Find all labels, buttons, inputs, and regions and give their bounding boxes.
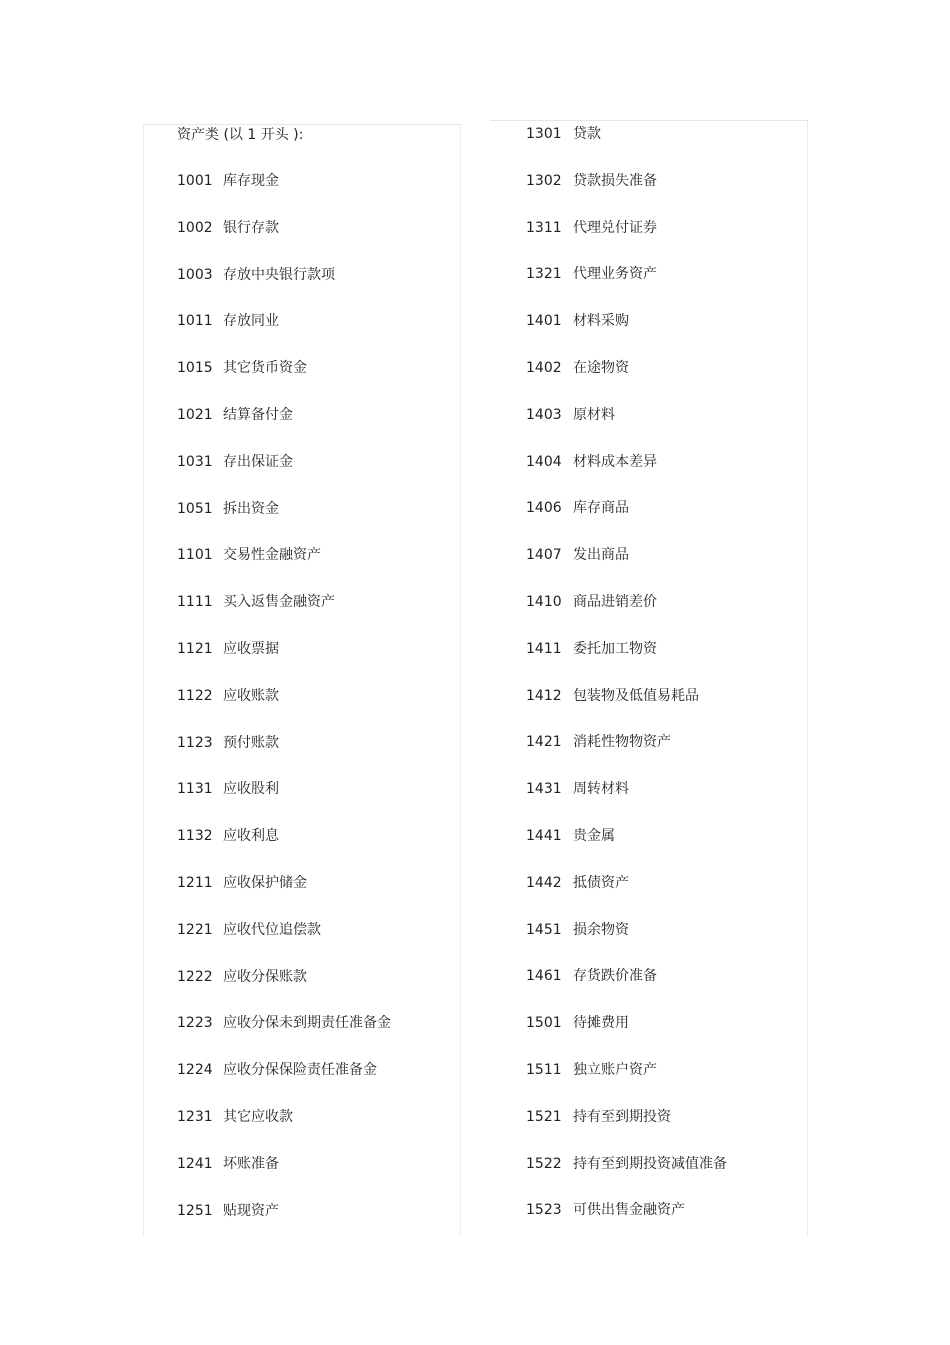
account-row: [526, 405, 615, 425]
account-name: 应收账款: [223, 687, 279, 704]
account-code: 1301: [526, 126, 562, 142]
account-code: 1021: [177, 407, 213, 423]
account-name: 拆出资金: [223, 500, 279, 517]
account-code: 1521: [526, 1108, 562, 1125]
account-code: 1211: [177, 875, 213, 891]
account-code: 1221: [177, 921, 213, 938]
account-row: [526, 873, 629, 893]
account-name: 应收票据: [223, 641, 279, 657]
account-code: 1511: [526, 1062, 562, 1078]
account-name: 损余物资: [573, 921, 629, 938]
account-code: 1002: [177, 219, 213, 236]
account-row: [177, 826, 279, 846]
account-code: 1412: [526, 687, 562, 704]
account-name: 抵债资产: [573, 874, 629, 891]
account-code: 1132: [177, 828, 213, 845]
account-row: [526, 452, 657, 472]
account-name: 存放中央银行款项: [223, 266, 335, 283]
account-code: 1403: [526, 406, 562, 423]
account-name: 银行存款: [223, 219, 279, 236]
account-row: [526, 1200, 685, 1220]
account-name: 包装物及低值易耗品: [573, 687, 699, 704]
account-code: 1442: [526, 874, 562, 891]
account-name: 结算备付金: [223, 407, 293, 423]
account-name: 材料采购: [573, 313, 629, 330]
account-name: 交易性金融资产: [223, 547, 321, 564]
account-row: [526, 920, 629, 940]
account-name: 消耗性物物资产: [573, 734, 671, 751]
account-row: [526, 779, 629, 799]
account-name: 贷款: [573, 126, 601, 142]
account-name: 商品进销差价: [573, 594, 657, 610]
account-name: 存放同业: [223, 313, 279, 330]
account-code: 1001: [177, 173, 213, 189]
account-row: [526, 1154, 727, 1174]
account-name: 可供出售金融资产: [573, 1202, 685, 1219]
account-row: [526, 826, 615, 846]
account-row: [177, 639, 279, 659]
account-row: [526, 1060, 657, 1080]
account-code: 1401: [526, 313, 562, 330]
account-code: 1251: [177, 1202, 213, 1219]
account-code: 1461: [526, 968, 562, 985]
account-code: 1111: [177, 594, 213, 611]
account-name: 应收利息: [223, 828, 279, 845]
account-row: [526, 1107, 671, 1127]
account-row: [177, 920, 321, 940]
account-code: 1015: [177, 360, 213, 377]
account-row: [177, 1060, 377, 1080]
account-name: 存出保证金: [223, 453, 293, 470]
account-row: [526, 639, 657, 659]
account-code: 1451: [526, 921, 562, 938]
account-name: 代理业务资产: [573, 266, 657, 283]
account-row: [177, 218, 279, 238]
account-code: 1321: [526, 266, 562, 283]
account-name: 代理兑付证券: [573, 219, 657, 236]
account-code: 1421: [526, 734, 562, 751]
account-row: [526, 732, 671, 752]
account-row: [526, 358, 629, 378]
account-name: 贵金属: [573, 828, 615, 844]
account-row: [177, 265, 335, 285]
account-code: 1501: [526, 1015, 562, 1032]
account-code: 1241: [177, 1155, 213, 1172]
account-name: 发出商品: [573, 547, 629, 564]
account-code: 1123: [177, 734, 213, 751]
account-row: [526, 264, 657, 284]
account-name: 应收分保保险责任准备金: [223, 1062, 377, 1079]
account-name: 委托加工物资: [573, 640, 657, 657]
account-name: 应收股利: [223, 781, 279, 798]
account-code: 1101: [177, 547, 213, 564]
account-name: 贴现资产: [223, 1202, 279, 1219]
account-row: [177, 1154, 279, 1174]
account-code: 1224: [177, 1062, 213, 1079]
account-row: [177, 1107, 293, 1127]
account-row: [177, 1201, 279, 1221]
account-row: [526, 686, 699, 706]
account-code: 1003: [177, 266, 213, 283]
account-code: 1411: [526, 640, 562, 657]
account-row: [526, 311, 629, 331]
section-heading: 资产类 (以 1 开头 ):: [177, 127, 304, 143]
account-code: 1222: [177, 968, 213, 985]
account-code: 1231: [177, 1109, 213, 1125]
account-row: [177, 405, 293, 425]
account-code: 1131: [177, 781, 213, 798]
account-name: 周转材料: [573, 781, 629, 798]
account-name: 原材料: [573, 406, 615, 423]
account-code: 1406: [526, 500, 562, 517]
account-name: 其它货币资金: [223, 360, 307, 377]
account-row: [177, 873, 307, 893]
account-row: [177, 311, 279, 331]
account-name: 坏账准备: [223, 1155, 279, 1172]
account-name: 库存商品: [573, 500, 629, 517]
account-row: [526, 171, 657, 191]
account-name: 持有至到期投资减值准备: [573, 1155, 727, 1172]
account-row: [177, 499, 279, 519]
account-code: 1031: [177, 453, 213, 470]
account-code: 1523: [526, 1202, 562, 1219]
account-row: [526, 1013, 629, 1033]
account-row: [177, 592, 335, 612]
account-row: [526, 498, 629, 518]
account-code: 1404: [526, 453, 562, 470]
account-name: 其它应收款: [223, 1109, 293, 1125]
account-row: [177, 1013, 391, 1033]
account-row: [177, 779, 279, 799]
account-name: 预付账款: [223, 734, 279, 751]
account-code: 1311: [526, 219, 562, 236]
account-row: [177, 967, 307, 987]
account-name: 在途物资: [573, 360, 629, 376]
account-row: [526, 218, 657, 238]
account-name: 应收分保未到期责任准备金: [223, 1015, 391, 1032]
account-row: [526, 966, 657, 986]
account-row: [177, 358, 307, 378]
account-code: 1522: [526, 1155, 562, 1172]
account-code: 1402: [526, 360, 562, 376]
account-row: [177, 452, 293, 472]
account-name: 存货跌价准备: [573, 968, 657, 985]
account-name: 材料成本差异: [573, 453, 657, 470]
account-code: 1441: [526, 828, 562, 844]
account-row: [177, 686, 279, 706]
account-row: [177, 733, 279, 753]
account-name: 应收保护储金: [223, 875, 307, 891]
account-name: 独立账户资产: [573, 1062, 657, 1078]
account-name: 库存现金: [223, 173, 279, 189]
account-name: 买入返售金融资产: [223, 594, 335, 611]
account-name: 贷款损失准备: [573, 172, 657, 189]
account-code: 1302: [526, 172, 562, 189]
account-code: 1122: [177, 687, 213, 704]
account-code: 1011: [177, 313, 213, 330]
account-row: [177, 545, 321, 565]
account-row: [526, 592, 657, 612]
account-code: 1223: [177, 1015, 213, 1032]
account-code: 1407: [526, 547, 562, 564]
account-name: 持有至到期投资: [573, 1108, 671, 1125]
account-name: 应收代位追偿款: [223, 921, 321, 938]
account-name: 待摊费用: [573, 1015, 629, 1032]
account-row: [177, 171, 279, 191]
account-row: [526, 545, 629, 565]
account-code: 1051: [177, 500, 213, 517]
account-code: 1431: [526, 781, 562, 798]
account-code: 1121: [177, 641, 213, 657]
account-row: [526, 124, 601, 144]
account-code: 1410: [526, 594, 562, 610]
account-name: 应收分保账款: [223, 968, 307, 985]
